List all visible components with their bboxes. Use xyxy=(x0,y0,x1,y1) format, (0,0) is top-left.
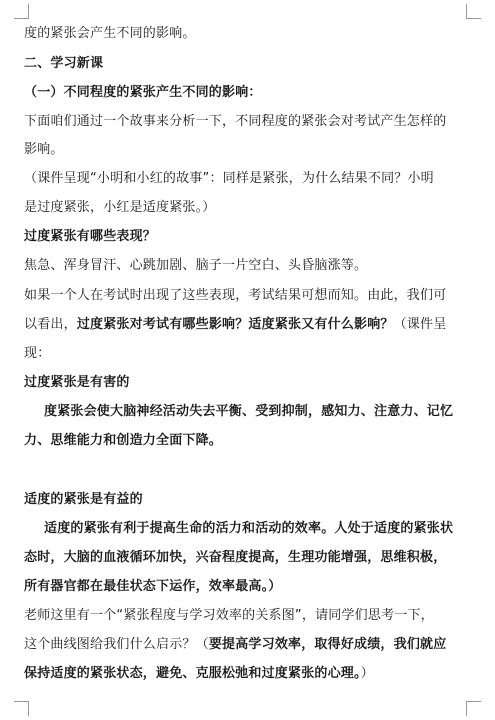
bold-paragraph-line: 度紧张会使大脑神经活动失去平衡、受到抑制，感知力、注意力、记忆 xyxy=(44,404,454,419)
bold-question: 过度紧张对考试有哪些影响？适度紧张又有什么影响？ xyxy=(76,317,394,332)
bold-paragraph-line: 适度的紧张有利于提高生命的活力和活动的效率。人处于适度的紧张状 xyxy=(44,521,454,536)
text-span: 这个曲线图给我们什么启示？（ xyxy=(24,637,209,652)
bold-paragraph-line: 力、思维能力和创造力全面下降。 xyxy=(24,433,223,448)
crop-mark-top-right xyxy=(466,4,481,19)
text-span: 以看出， xyxy=(24,317,77,332)
text-line: 焦急、浑身冒汗、心跳加剧、脑子一片空白、头昏脑涨等。 xyxy=(24,258,368,273)
text-line: 度的紧张会产生不同的影响。 xyxy=(24,26,196,41)
crop-mark-top-left xyxy=(14,4,29,19)
crop-mark-bottom-right xyxy=(466,701,481,716)
bold-answer: 保持适度的紧张状态，避免、克服松弛和过度紧张的心理。 xyxy=(24,666,361,681)
text-line: 下面咱们通过一个故事来分析一下，不同程度的紧张会对考试产生怎样的 xyxy=(24,114,447,129)
subsection-heading: （一）不同程度的紧张产生不同的影响： xyxy=(24,85,262,100)
text-line: （课件呈现“小明和小红的故事”：同样是紧张，为什么结果不同？小明 xyxy=(24,171,434,186)
crop-mark-bottom-left xyxy=(14,701,29,716)
text-line xyxy=(24,636,474,654)
text-line xyxy=(24,316,474,334)
text-line: 现： xyxy=(24,346,51,361)
text-line: 如果一个人在考试时出现了这些表现，考试结果可想而知。由此，我们可 xyxy=(24,288,447,303)
bold-paragraph-line: 所有器官都在最佳状态下运作，效率最高。） xyxy=(24,579,282,594)
text-span: （课件呈 xyxy=(393,317,447,332)
point-heading: 过度紧张是有害的 xyxy=(24,375,130,390)
point-heading: 适度的紧张是有益的 xyxy=(24,492,143,507)
text-span: ） xyxy=(360,666,374,681)
text-line xyxy=(24,665,474,683)
text-line: 老师这里有一个“紧张程度与学习效率的关系图”，请同学们思考一下， xyxy=(24,608,434,623)
text-line: 影响。 xyxy=(24,142,64,157)
bold-paragraph-line: 态时，大脑的血液循环加快，兴奋程度提高，生理功能增强，思维积极， xyxy=(24,550,447,565)
text-line: 是过度紧张，小红是适度紧张。） xyxy=(24,200,216,215)
question-heading: 过度紧张有哪些表现？ xyxy=(24,229,157,244)
section-heading: 二、学习新课 xyxy=(24,56,104,71)
bold-answer: 要提高学习效率，取得好成绩，我们就应 xyxy=(208,637,447,652)
